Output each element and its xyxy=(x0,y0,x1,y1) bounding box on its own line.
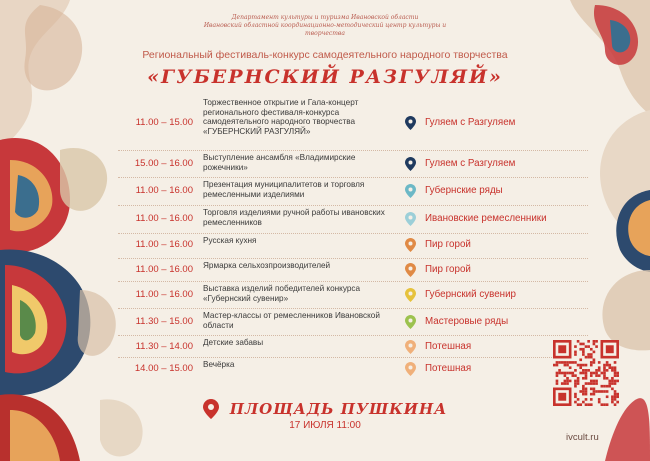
row-divider xyxy=(118,335,588,336)
schedule-time: 14.00 – 15.00 xyxy=(134,363,193,374)
schedule-row xyxy=(118,208,588,230)
location-pin-icon xyxy=(405,340,416,354)
schedule-row xyxy=(118,153,588,175)
venue-name: ПЛОЩАДЬ ПУШКИНА xyxy=(229,399,448,418)
schedule-location: Потешная xyxy=(425,341,472,352)
schedule-row xyxy=(118,360,588,378)
schedule-description: Торжественное открытие и Гала-концерт регионального фестиваля-конкурса самодеятельного народного творчества «ГУБЕРНСКИЙ РАЗГУЛЯЙ» xyxy=(203,98,359,136)
organizer-line-1: Департамент культуры и туризма Ивановской области xyxy=(231,14,419,21)
schedule-location: Мастеровые ряды xyxy=(425,316,509,327)
location-pin-icon xyxy=(405,315,416,329)
row-divider xyxy=(118,281,588,282)
schedule-time: 11.00 – 16.00 xyxy=(135,264,193,275)
schedule-location: Пир горой xyxy=(425,239,471,250)
schedule-time: 15.00 – 16.00 xyxy=(134,158,193,169)
schedule-row xyxy=(118,338,588,356)
schedule-description: Ярмарка сельхозпроизводителей xyxy=(203,261,331,270)
location-pin-icon xyxy=(405,288,416,302)
festival-title: «ГУБЕРНСКИЙ РАЗГУЛЯЙ» xyxy=(147,66,503,88)
row-divider xyxy=(118,150,588,151)
schedule-row xyxy=(118,236,588,254)
schedule-location: Гуляем с Разгуляем xyxy=(425,158,516,169)
row-divider xyxy=(118,357,588,358)
schedule-location: Ивановские ремесленники xyxy=(425,213,547,224)
schedule-row xyxy=(118,284,588,306)
location-pin-icon xyxy=(405,362,416,376)
schedule-location: Губернские ряды xyxy=(425,185,503,196)
schedule-description: Презентация муниципалитетов и торговля ремесленными изделиями xyxy=(203,180,365,199)
schedule-description: Мастер-классы от ремесленников Ивановской области xyxy=(203,311,380,330)
schedule-location: Гуляем с Разгуляем xyxy=(425,117,516,128)
schedule-time: 11.00 – 15.00 xyxy=(135,117,193,128)
festival-subtitle: Региональный фестиваль-конкурс самодеятельного народного творчества xyxy=(142,49,508,61)
schedule-description: Детские забавы xyxy=(203,338,264,347)
schedule-time: 11.00 – 16.00 xyxy=(135,289,193,300)
location-pin-icon xyxy=(203,399,219,419)
location-pin-icon xyxy=(405,184,416,198)
location-pin-icon xyxy=(405,116,416,130)
schedule-description: Русская кухня xyxy=(203,236,257,245)
row-divider xyxy=(118,233,588,234)
location-pin-icon xyxy=(405,157,416,171)
location-pin-icon xyxy=(405,212,416,226)
schedule-location: Губернский сувенир xyxy=(425,289,516,300)
schedule-time: 11.30 – 15.00 xyxy=(135,316,193,327)
row-divider xyxy=(118,308,588,309)
organizer-line-2: Ивановский областной координационно-методический центр культуры и творчества xyxy=(203,22,447,37)
schedule-location: Потешная xyxy=(425,363,472,374)
schedule-description: Выступление ансамбля «Владимирские рожечники» xyxy=(203,153,356,172)
schedule-row xyxy=(118,180,588,202)
location-pin-icon xyxy=(405,263,416,277)
schedule-description: Вечёрка xyxy=(203,360,235,369)
qr-code[interactable] xyxy=(553,340,619,406)
row-divider xyxy=(118,177,588,178)
schedule-time: 11.30 – 14.00 xyxy=(135,341,193,352)
schedule-row xyxy=(118,311,588,333)
schedule-time: 11.00 – 16.00 xyxy=(135,213,193,224)
schedule-time: 11.00 – 16.00 xyxy=(135,239,193,250)
schedule-location: Пир горой xyxy=(425,264,471,275)
schedule-description: Торговля изделиями ручной работы ивановских ремесленников xyxy=(203,208,385,227)
organizer-lines xyxy=(190,14,460,38)
schedule-description: Выставка изделий победителей конкурса «Губернский сувенир» xyxy=(203,284,361,303)
schedule-time: 11.00 – 16.00 xyxy=(135,185,193,196)
schedule-row xyxy=(118,98,588,148)
row-divider xyxy=(118,258,588,259)
location-pin-icon xyxy=(405,238,416,252)
schedule-row xyxy=(118,261,588,279)
row-divider xyxy=(118,205,588,206)
website-link[interactable]: ivcult.ru xyxy=(566,432,599,443)
event-date: 17 ИЮЛЯ 11:00 xyxy=(289,420,361,431)
